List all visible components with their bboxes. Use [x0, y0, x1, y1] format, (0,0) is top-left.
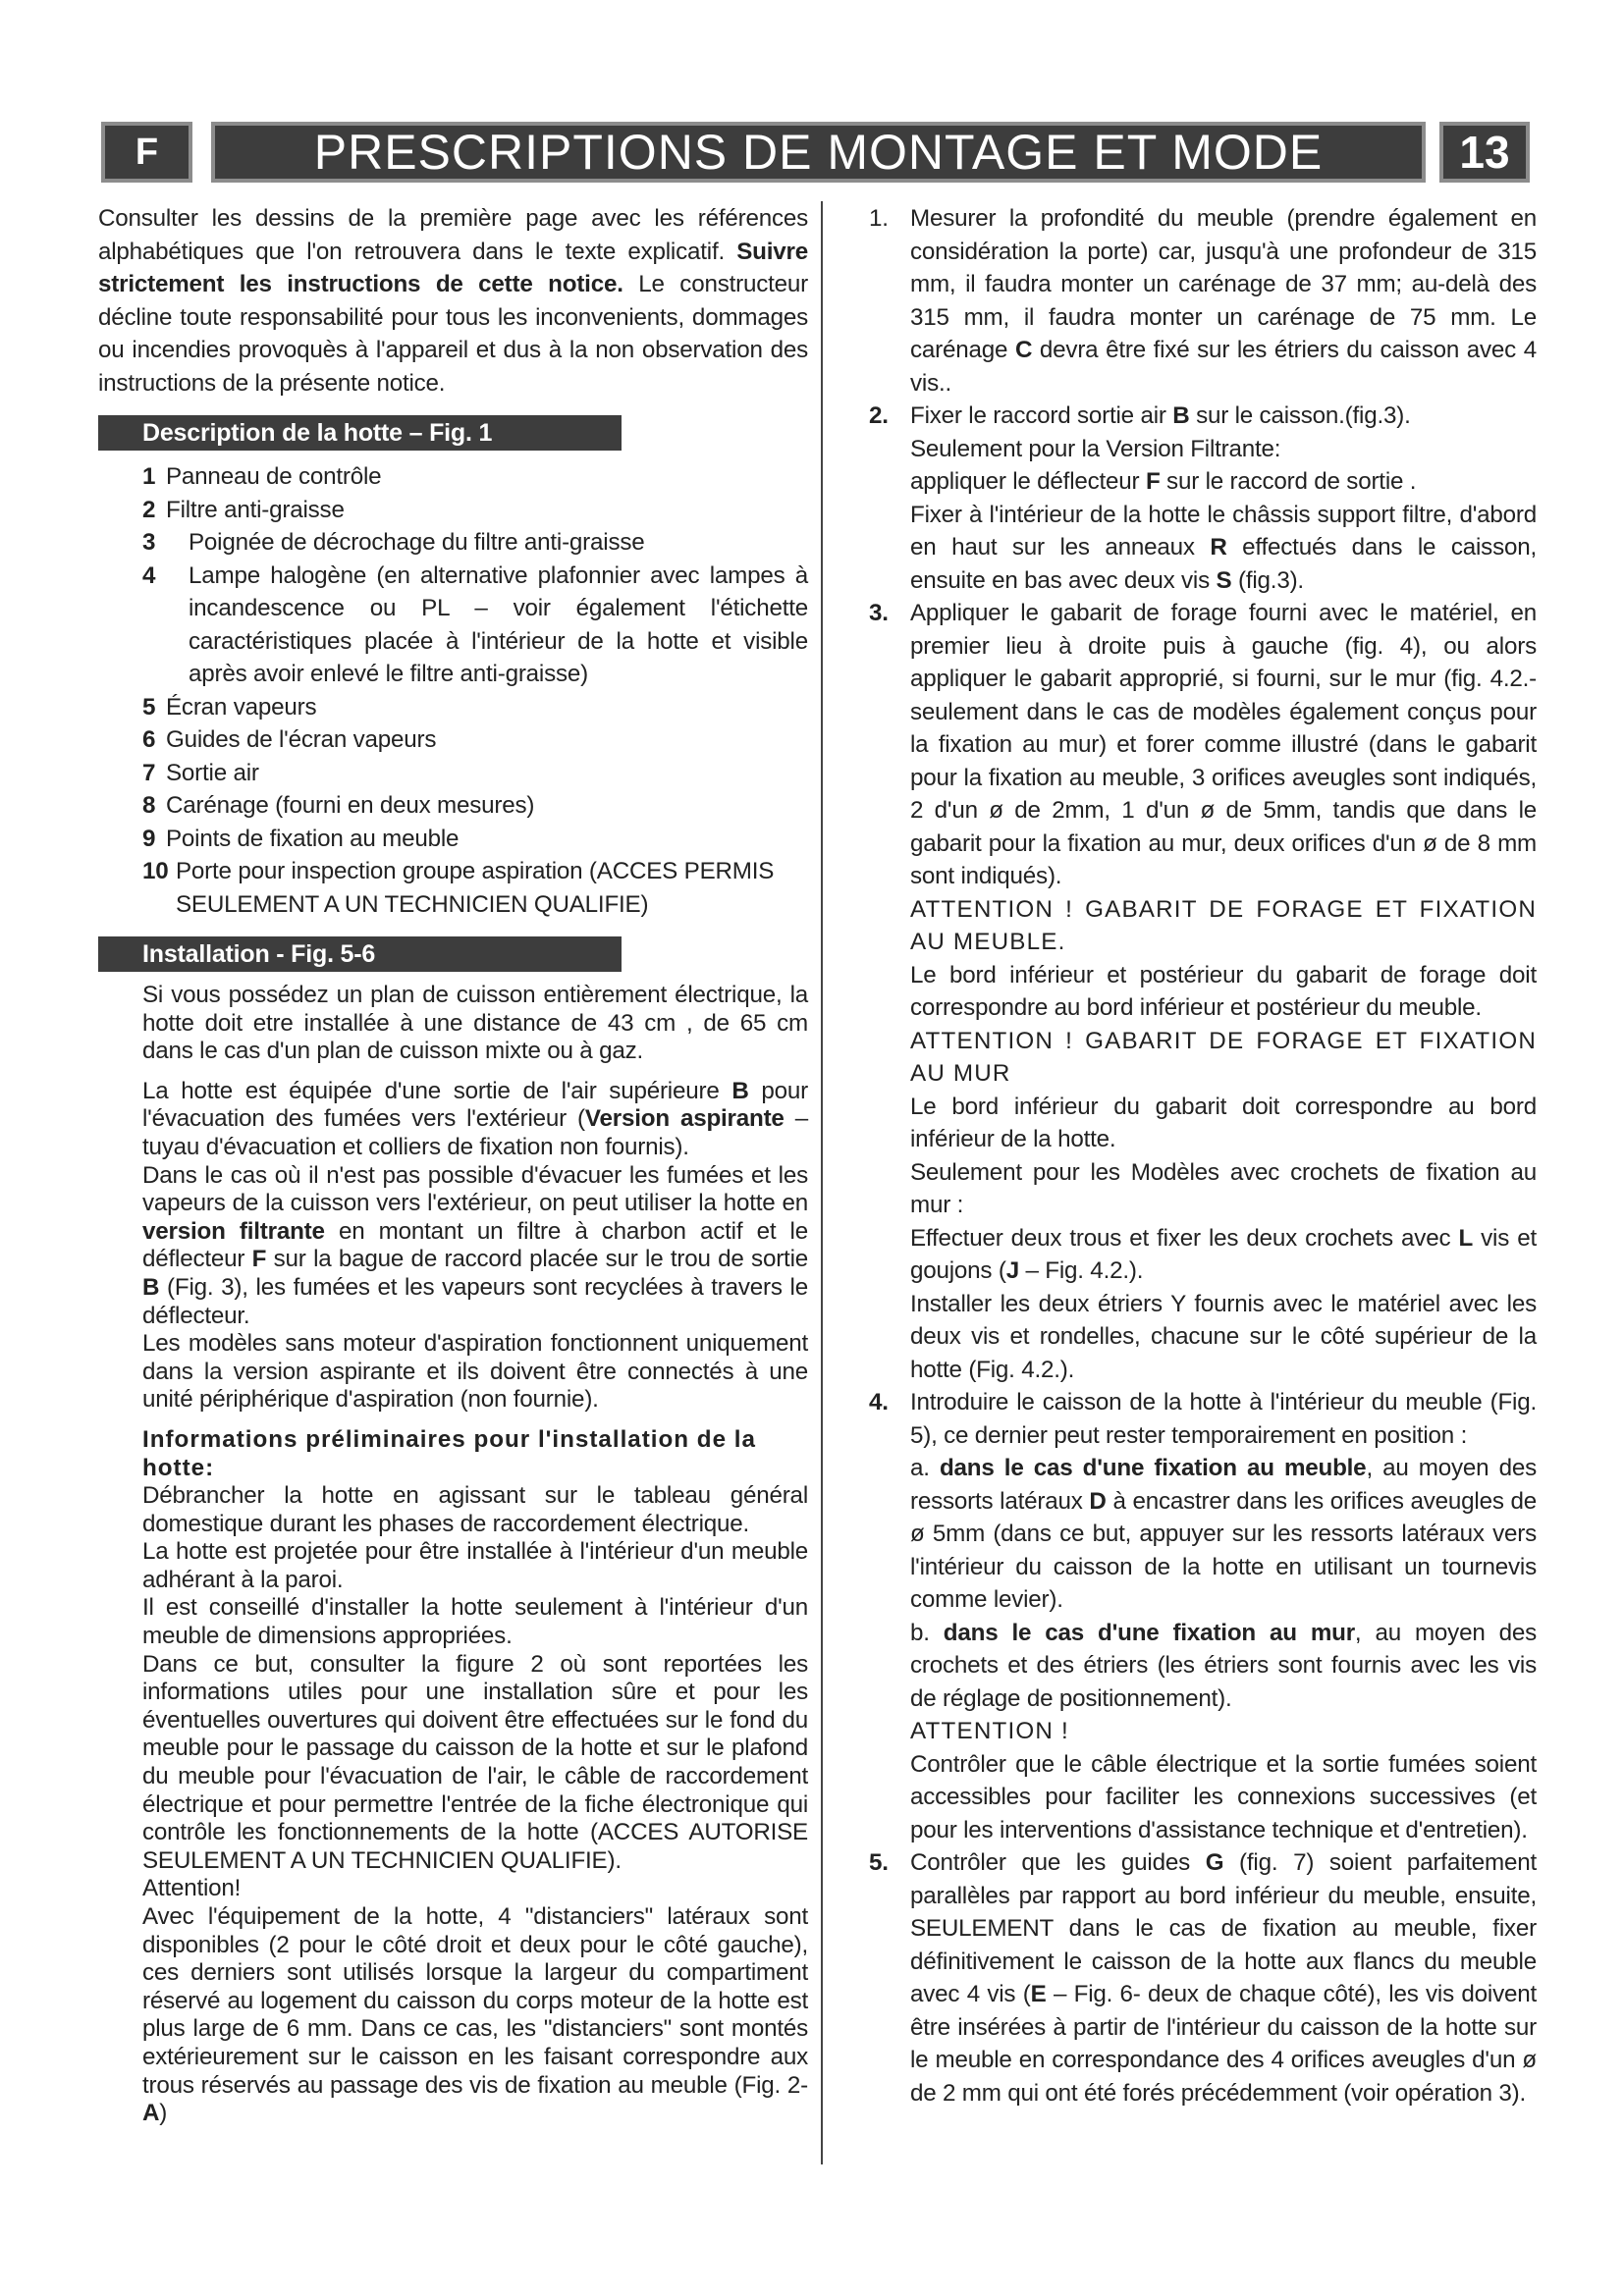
text-run: sur le caisson.(fig.3).	[1196, 402, 1411, 429]
text-run: Seulement pour les Modèles avec crochets de fixation au mur :	[910, 1158, 1537, 1218]
list-item	[142, 723, 808, 757]
text-run: Dans le cas où il n'est pas possible d'évacuer les fumées et les vapeurs de la cuisson vers l'extérieur, on peut utiliser la hotte en	[142, 1161, 808, 1217]
text-run: Appliquer le gabarit de forage fourni avec le matériel, en premier lieu à droite puis à gauche (fig. 4), ou alors appliquer le gabarit approprié, si fourni, sur le mur (fig. 4.2.- seulement dans le cas de modèles également conçus pour la fixation au mur) et forer comme illustré (dans le gabarit pour la fixation au meuble, 3 orifices aveugles sont indiqués, 2 d'un ø de 2mm, 1 d'un ø de 5mm, tandis que dans le gabarit pour la fixation au mur, deux orifices d'un ø de 8 mm sont indiqués).	[910, 600, 1537, 889]
step-body	[910, 1386, 1537, 1846]
step-number: 1.	[869, 205, 889, 232]
item-number: 10	[142, 858, 169, 884]
page-title-bar	[211, 122, 1426, 183]
text-run: Contrôler que les guides	[910, 1849, 1190, 1876]
text-run: Mesurer la profondité du meuble (prendre également en considération la porte) car, jusqu'à une profondeur de 315 mm, il faudra monter un carénage de 37 mm; au-delà des 315 mm, il faudra monter un carénage de 75 mm. Le carénage	[910, 205, 1537, 363]
ref-letter: E	[1030, 1981, 1047, 2007]
ref-letter: B	[731, 1077, 749, 1104]
installation-paragraph: Il est conseillé d'installer la hotte seulement à l'intérieur d'un meuble de dimensions appropriées.	[142, 1594, 808, 1650]
item-text: Guides de l'écran vapeurs	[166, 726, 437, 753]
page-title: PRESCRIPTIONS DE MONTAGE ET MODE	[313, 125, 1324, 180]
language-letter: F	[135, 131, 159, 173]
text-run: (Fig. 3), les fumées et les vapeurs sont recyclées à travers le déflecteur.	[142, 1273, 808, 1329]
ref-letter: B	[1172, 402, 1190, 429]
text-run: Avec l'équipement de la hotte, 4 "distanciers" latéraux sont disponibles (2 pour le côté droit et deux pour le côté gauche), ces derniers sont utilisés lorsque la largeur du compartiment réservé au logement du caisson du corps moteur de la hotte est plus large de 6 mm. Dans ce cas, les "distanciers" sont montés extérieurement sur le caisson en les faisant correspondre aux trous réservés au passage des vis de fixation au meuble (Fig. 2-	[142, 1903, 808, 2099]
item-text: Carénage (fourni en deux mesures)	[166, 792, 535, 819]
text-run: Introduire le caisson de la hotte à l'intérieur du meuble (Fig. 5), ce dernier peut rester temporairement en position :	[910, 1389, 1537, 1449]
text-run: (fig.3).	[1238, 566, 1304, 594]
step-item	[869, 202, 1537, 400]
ref-letter: A	[142, 2100, 160, 2127]
text-run: Fixer le raccord sortie air	[910, 402, 1166, 429]
installation-paragraph: La hotte est projetée pour être installée à l'intérieur d'un meuble adhérant à la paroi.	[142, 1538, 808, 1593]
text-run: (fig. 7) soient parfaitement parallèles par rapport au bord inférieur du meuble, ensuite, SEULEMENT dans le cas de fixation au meuble, fixer définitivement le caisson de la hotte aux flancs du meuble avec 4 vis (	[910, 1849, 1537, 2007]
text-run: Fixer à l'intérieur de la hotte le châssis support filtre, d'abord en haut sur les anneaux	[910, 501, 1537, 561]
ref-letter: R	[1210, 534, 1227, 561]
text-run: Contrôler que le câble électrique et la sortie fumées soient accessibles pour faciliter les connexions successives (et pour les interventions d'assistance technique et d'entretien).	[910, 1750, 1537, 1843]
text-run: – Fig. 6- deux de chaque côté), les vis doivent être insérées à partir de l'intérieur du caisson de la hotte sur le meuble en correspondance des 4 orifices aveugles d'un ø de 2 mm qui ont été forés précédemment (voir opération 3).	[910, 1981, 1537, 2107]
item-text: Sortie air	[166, 759, 259, 786]
text-run: Seulement pour la Version Filtrante:	[910, 435, 1281, 462]
ref-letter: L	[1458, 1224, 1474, 1252]
steps-list	[869, 202, 1537, 2109]
attention-notice: ATTENTION ! GABARIT DE FORAGE ET FIXATION AU MUR	[910, 1027, 1537, 1087]
text-run: Effectuer deux trous et fixer les deux crochets avec	[910, 1224, 1451, 1252]
text-run: Le bord inférieur du gabarit doit correspondre au bord inférieur de la hotte.	[910, 1093, 1537, 1152]
item-number: 1	[142, 463, 156, 490]
text-run: , au moyen des ressorts latéraux	[910, 1455, 1537, 1515]
step-body	[910, 202, 1537, 400]
installation-paragraph	[142, 1078, 808, 1162]
intro-warning-bold: Suivre strictement les instructions de cette notice.	[98, 238, 808, 297]
step-number: 4.	[869, 1389, 889, 1415]
step-body	[910, 400, 1537, 597]
step-body	[910, 597, 1537, 1386]
text-run: sur le raccord de sortie .	[1166, 468, 1417, 495]
installation-paragraph: Dans ce but, consulter la figure 2 où sont reportées les informations utiles pour une installation sûre et pour les éventuelles ouvertures qui doivent être effectuées sur le fond du meuble pour le passage du caisson de la hotte et sur le plafond du meuble pour l'évacuation de l'air, le câble de raccordement électrique et pour permettre l'entrée de la fiche électronique qui contrôle les fonctionnements de la hotte (ACCES AUTORISE SEULEMENT A UN TECHNICIEN QUALIFIE).	[142, 1650, 808, 1874]
installation-body	[142, 982, 808, 2128]
description-heading: Description de la hotte – Fig. 1	[98, 415, 622, 451]
item-text: Points de fixation au meuble	[166, 825, 460, 852]
item-text: Lampe halogène (en alternative plafonnier avec lampes à incandescence ou PL – voir également l'étichette caractéristiques placée à l'intérieur de la hotte et visible après avoir enlevé le filtre anti-graisse)	[189, 561, 808, 687]
list-item	[142, 526, 808, 560]
description-list	[142, 460, 808, 921]
item-number: 8	[142, 792, 156, 819]
installation-paragraph	[142, 1903, 808, 2128]
text-run: effectués dans le caisson, ensuite en bas avec deux vis	[910, 534, 1537, 594]
ref-letter: S	[1216, 566, 1232, 594]
attention-label: Attention!	[142, 1875, 242, 1902]
item-number: 4	[142, 561, 156, 589]
step-item	[869, 597, 1537, 1386]
step-body	[910, 1846, 1537, 2109]
ref-letter: C	[1014, 337, 1033, 363]
item-text: Poignée de décrochage du filtre anti-graisse	[189, 529, 645, 556]
ref-letter: F	[1145, 468, 1161, 495]
list-item	[142, 560, 808, 691]
text-run: – tuyau d'évacuation et colliers de fixation non fournis).	[142, 1105, 808, 1160]
item-number: 7	[142, 759, 156, 786]
bold-term: version filtrante	[142, 1217, 325, 1245]
item-number: 5	[142, 693, 156, 721]
intro-text-rest: Le constructeur décline toute responsabilité pour tous les inconvenients, dommages ou incendies provoquès à l'appareil et dus à la non observation des instructions de la présente notice.	[98, 271, 808, 397]
intro-text: Consulter les dessins de la première page avec les références alphabétiques que l'on retrouvera dans le texte explicatif.	[98, 205, 808, 265]
list-item	[142, 823, 808, 856]
column-divider	[821, 201, 823, 2164]
text-run: , au moyen des crochets et des étriers (les étriers sont fournis avec les vis de réglage de positionnement).	[910, 1619, 1537, 1712]
step-number: 2.	[869, 402, 889, 429]
installation-paragraph: Débrancher la hotte en agissant sur le tableau général domestique durant les phases de raccordement électrique.	[142, 1482, 808, 1537]
step-number: 5.	[869, 1849, 889, 1876]
item-text: Écran vapeurs	[166, 693, 317, 721]
bold-term: Version aspirante	[584, 1105, 785, 1133]
installation-paragraph	[142, 1162, 808, 1331]
bold-term: dans le cas d'une fixation au mur	[943, 1619, 1355, 1646]
item-number: 2	[142, 496, 156, 523]
list-item	[142, 855, 808, 921]
ref-letter: G	[1205, 1849, 1224, 1876]
item-number: 6	[142, 726, 156, 753]
ref-letter: B	[142, 1273, 160, 1301]
text-run: à encastrer dans les orifices aveugles de ø 5mm (dans ce but, appuyer sur les ressorts latéraux vers l'intérieur du caisson de la hotte en utilisant un tournevis comme levier).	[910, 1487, 1537, 1613]
ref-letter: J	[1005, 1257, 1019, 1284]
list-item	[142, 757, 808, 790]
item-number: 3	[142, 529, 156, 556]
right-column	[869, 202, 1537, 2109]
step-number: 3.	[869, 600, 889, 626]
text-run: Installer les deux étriers Y fournis avec le matériel avec les deux vis et rondelles, chacune sur le côté supérieur de la hotte (Fig. 4.2.).	[910, 1290, 1537, 1383]
text-run: pour l'évacuation des fumées vers l'extérieur (	[142, 1077, 808, 1133]
left-column	[98, 202, 808, 2128]
list-item	[142, 691, 808, 724]
step-item	[869, 400, 1537, 597]
attention-notice: ATTENTION ! GABARIT DE FORAGE ET FIXATION AU MEUBLE.	[910, 895, 1537, 955]
ref-letter: D	[1089, 1487, 1107, 1515]
item-text: Porte pour inspection groupe aspiration (ACCES PERMIS SEULEMENT A UN TECHNICIEN QUALIFIE)	[176, 858, 775, 918]
text-run: a.	[910, 1455, 930, 1481]
text-run: b.	[910, 1619, 930, 1646]
step-item	[869, 1846, 1537, 2109]
list-item	[142, 789, 808, 823]
item-text: Filtre anti-graisse	[166, 496, 345, 523]
text-run: Le bord inférieur et postérieur du gabarit de forage doit correspondre au bord inférieur et postérieur du meuble.	[910, 961, 1537, 1021]
text-run: – Fig. 4.2.).	[1025, 1257, 1144, 1284]
installation-paragraph: Si vous possédez un plan de cuisson entièrement électrique, la hotte doit etre installée à une distance de 43 cm , de 65 cm dans le cas d'un plan de cuisson mixte ou à gaz.	[142, 982, 808, 1065]
list-item	[142, 494, 808, 527]
preliminary-heading: Informations préliminaires pour l'installation de la hotte:	[142, 1425, 756, 1481]
text-run: vis et goujons (	[910, 1224, 1537, 1284]
language-badge	[101, 122, 192, 183]
step-item	[869, 1386, 1537, 1846]
intro-paragraph	[98, 202, 808, 400]
page-number-badge	[1439, 122, 1530, 183]
item-text: Panneau de contrôle	[166, 463, 382, 490]
item-number: 9	[142, 825, 156, 852]
attention-notice: ATTENTION !	[910, 1718, 1069, 1744]
text-run: devra être fixé sur les étriers du caisson avec 4 vis..	[910, 337, 1537, 397]
list-item	[142, 460, 808, 494]
text-run: sur la bague de raccord placée sur le trou de sortie	[273, 1246, 808, 1273]
text-run: La hotte est équipée d'une sortie de l'air supérieure	[142, 1077, 720, 1104]
text-run: en montant un filtre à charbon actif et le déflecteur	[142, 1217, 808, 1273]
text-run: )	[159, 2100, 168, 2127]
text-run: appliquer le déflecteur	[910, 468, 1140, 495]
installation-paragraph: Les modèles sans moteur d'aspiration fonctionnent uniquement dans la version aspirante et ils doivent être connectés à une unité périphérique d'aspiration (non fournie).	[142, 1330, 808, 1414]
installation-heading: Installation - Fig. 5-6	[98, 936, 622, 972]
page-number: 13	[1459, 127, 1510, 178]
bold-term: dans le cas d'une fixation au meuble	[939, 1455, 1367, 1481]
ref-letter: F	[251, 1246, 267, 1273]
